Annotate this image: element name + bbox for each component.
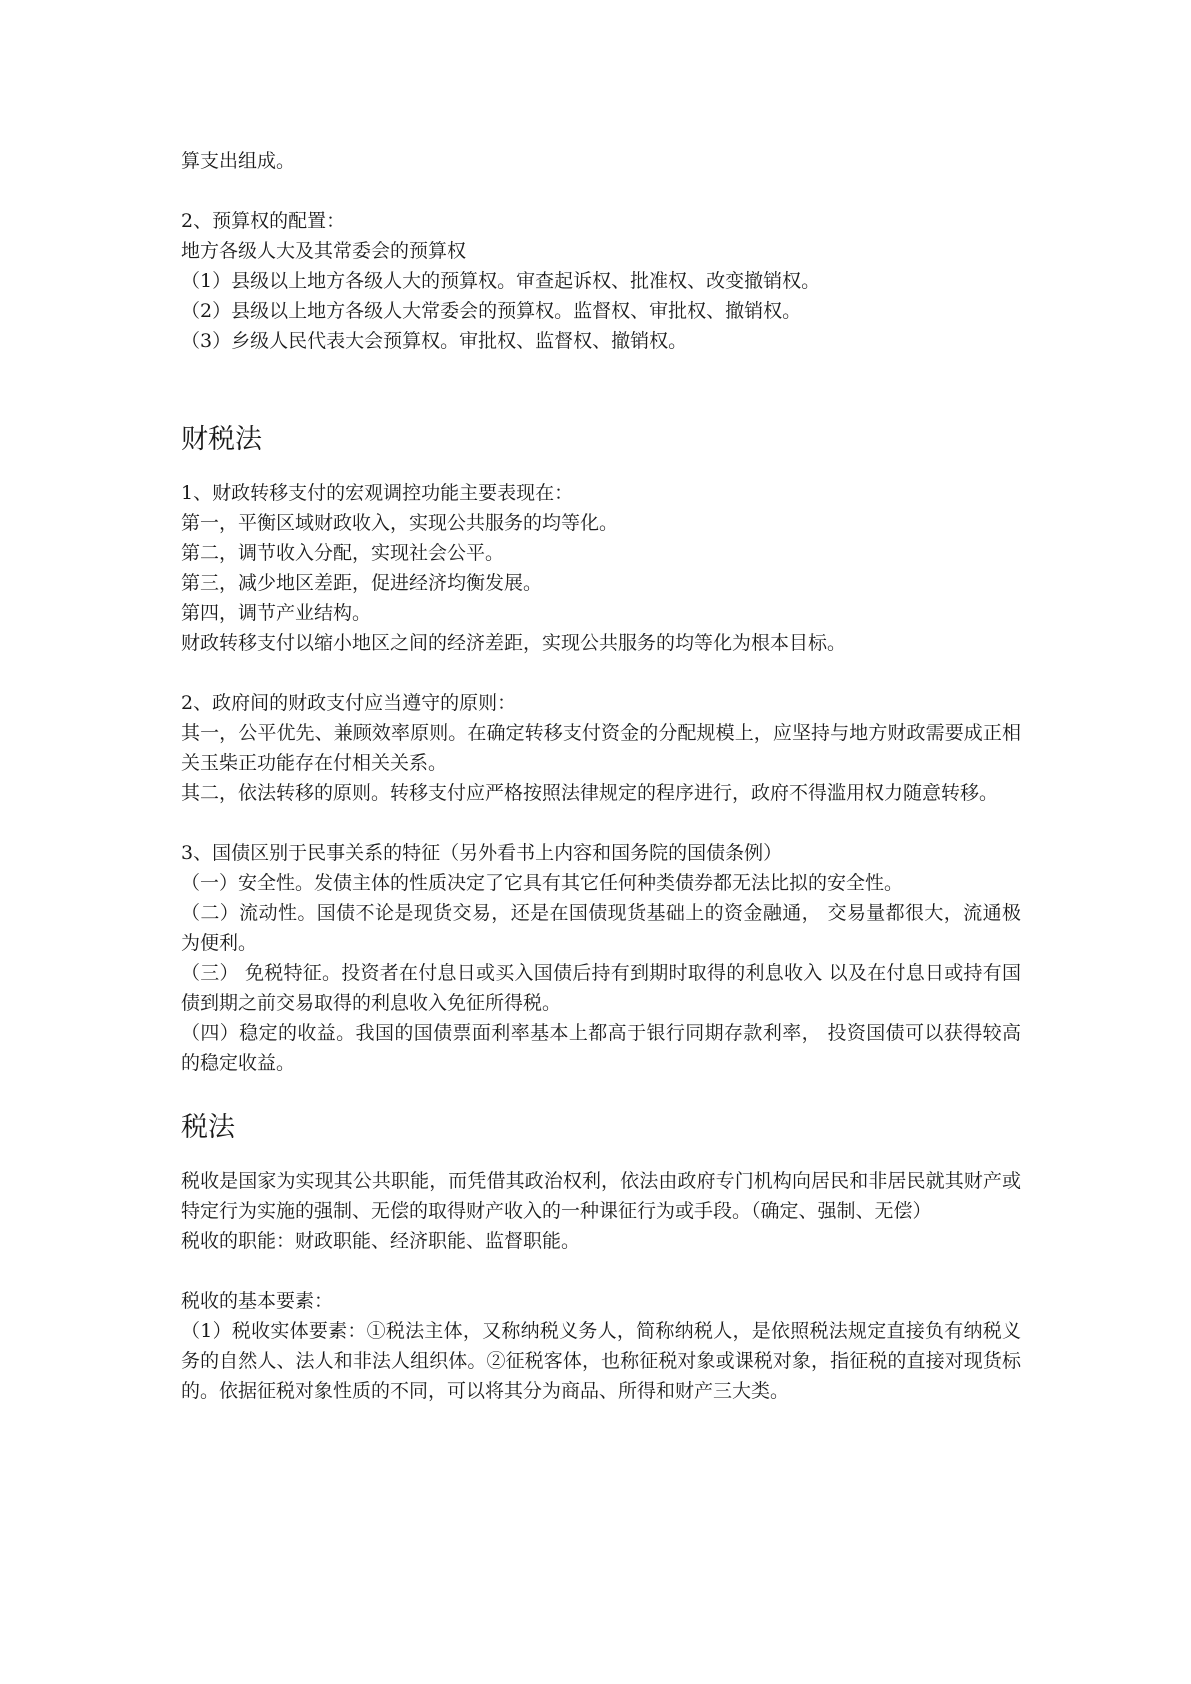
subheading: 1、财政转移支付的宏观调控功能主要表现在： <box>181 482 574 504</box>
section-heading-tax-law: 税法 <box>181 1112 235 1143</box>
paragraph: 税收的职能：财政职能、经济职能、监督职能。 <box>181 1230 581 1252</box>
subheading: 2、政府间的财政支付应当遵守的原则： <box>181 692 517 714</box>
spacer <box>181 356 1021 420</box>
paragraph: 税收是国家为实现其公共职能，而凭借其政治权利，依法由政府专门机构向居民和非居民就其财产或特定行为实施的强制、无偿的取得财产收入的一种课征行为或手段。（确定、强制、无偿） <box>181 1170 1021 1222</box>
list-item: （1）县级以上地方各级人大的预算权。审查起诉权、批准权、改变撤销权。 <box>181 270 821 292</box>
spacer <box>181 658 1021 688</box>
subheading: 3、国债区别于民事关系的特征（另外看书上内容和国务院的国债条例） <box>181 842 783 864</box>
spacer <box>181 1148 1021 1166</box>
paragraph: 算支出组成。 <box>181 150 296 172</box>
list-item: （二）流动性。国债不论是现货交易，还是在国债现货基础上的资金融通， 交易量都很大，流通极为便利。 <box>181 902 1021 954</box>
paragraph: 第二，调节收入分配，实现社会公平。 <box>181 542 505 564</box>
paragraph: 地方各级人大及其常委会的预算权 <box>181 240 467 262</box>
paragraph: （1）税收实体要素：①税法主体，又称纳税义务人，简称纳税人，是依照税法规定直接负有纳税义务的自然人、法人和非法人组织体。②征税客体，也称征税对象或课税对象，指征税的直接对现货标的。依据征税对象性质的不同，可以将其分为商品、所得和财产三大类。 <box>181 1320 1021 1402</box>
paragraph: 其二，依法转移的原则。转移支付应严格按照法律规定的程序进行，政府不得滥用权力随意转移。 <box>181 782 999 804</box>
paragraph: 第三，减少地区差距，促进经济均衡发展。 <box>181 572 543 594</box>
subheading: 2、预算权的配置： <box>181 210 346 232</box>
section-heading-fiscal-tax: 财税法 <box>181 424 262 455</box>
paragraph: 第四，调节产业结构。 <box>181 602 372 624</box>
list-item: （一）安全性。发债主体的性质决定了它具有其它任何种类债券都无法比拟的安全性。 <box>181 872 904 894</box>
document-content <box>181 146 1021 1406</box>
spacer <box>181 808 1021 838</box>
paragraph: 财政转移支付以缩小地区之间的经济差距，实现公共服务的均等化为根本目标。 <box>181 632 847 654</box>
list-item: （3）乡级人民代表大会预算权。审批权、监督权、撤销权。 <box>181 330 688 352</box>
subheading: 税收的基本要素： <box>181 1290 334 1312</box>
paragraph: 其一，公平优先、兼顾效率原则。在确定转移支付资金的分配规模上，应坚持与地方财政需要成正相关玉柴正功能存在付相关关系。 <box>181 722 1021 774</box>
spacer <box>181 1256 1021 1286</box>
spacer <box>181 1078 1021 1108</box>
spacer <box>181 176 1021 206</box>
spacer <box>181 460 1021 478</box>
paragraph: 第一，平衡区域财政收入，实现公共服务的均等化。 <box>181 512 619 534</box>
list-item: （四）稳定的收益。我国的国债票面利率基本上都高于银行同期存款利率， 投资国债可以获得较高的稳定收益。 <box>181 1022 1021 1074</box>
list-item: （三） 免税特征。投资者在付息日或买入国债后持有到期时取得的利息收入 以及在付息日或持有国债到期之前交易取得的利息收入免征所得税。 <box>181 962 1021 1014</box>
list-item: （2）县级以上地方各级人大常委会的预算权。监督权、审批权、撤销权。 <box>181 300 802 322</box>
